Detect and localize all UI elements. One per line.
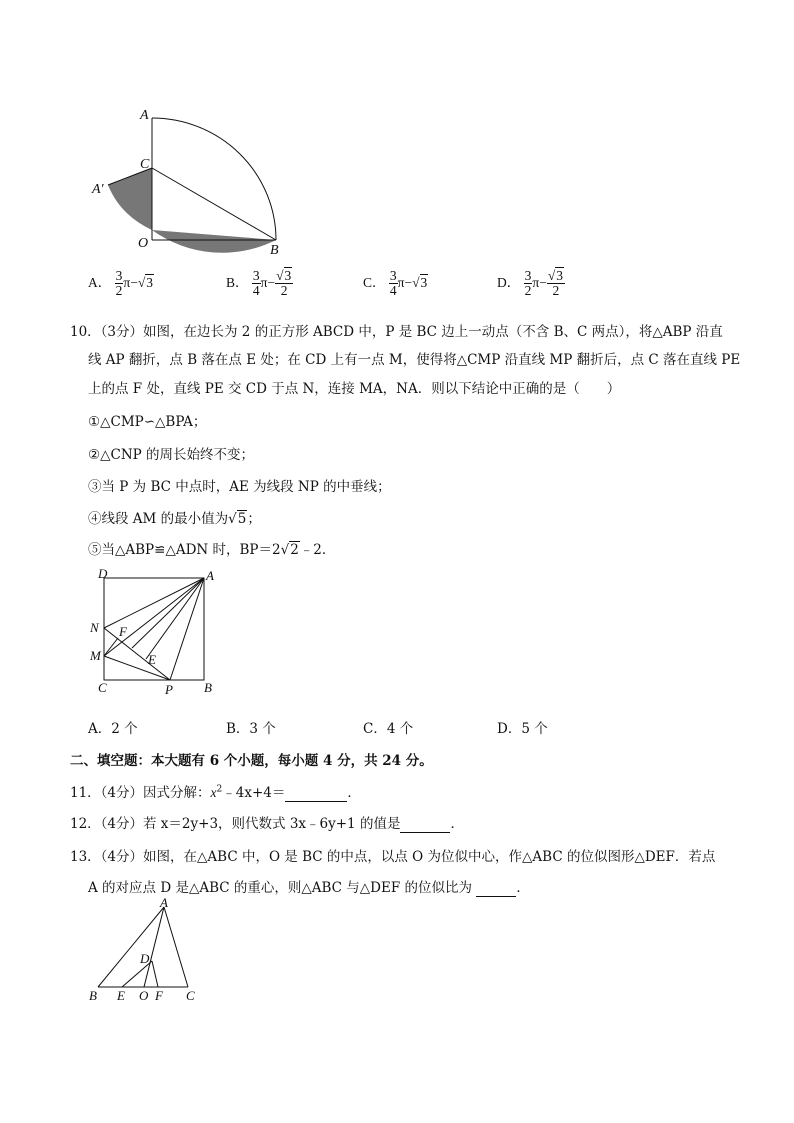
label-B: B: [204, 680, 212, 695]
label-D: D: [140, 951, 150, 966]
q10-statement-2: ②△CNP 的周长始终不变；: [88, 447, 255, 463]
q9-option-d[interactable]: D． $\frac{3}{2}$ π− $\frac{√3}{2}$: [497, 268, 563, 299]
q12-answer-blank[interactable]: [400, 816, 450, 833]
label-O: O: [138, 236, 149, 251]
label-E: E: [148, 652, 156, 667]
label-D: D: [98, 566, 108, 581]
q10-statement-3: ③当 P 为 BC 中点时，AE 为线段 NP 的中垂线；: [88, 479, 391, 495]
q13-line2: A 的对应点 D 是△ABC 的重心，则△ABC 与△DEF 的位似比为 ．: [88, 880, 530, 896]
label-M: M: [90, 648, 101, 663]
label-F: F: [119, 624, 127, 639]
q10-option-d[interactable]: D．5 个: [497, 721, 548, 737]
q10-statement-1: ①△CMP∽△BPA；: [88, 414, 207, 430]
label-A: A: [140, 108, 149, 123]
shaded-region-bottom: [152, 230, 276, 253]
label-F: F: [155, 988, 163, 1003]
q9-option-c[interactable]: C． $\frac{3}{4}$ π−√3: [363, 268, 428, 299]
q10-line1: 10．（3分）如图，在边长为 2 的正方形 ABCD 中，P 是 BC 边上一动点（不含 B、C 两点），将△ABP 沿直: [70, 324, 723, 340]
q9-figure: [80, 100, 300, 260]
label-A: A: [206, 568, 214, 583]
q10-option-a[interactable]: A．2 个: [88, 721, 138, 737]
q13-line1: 13．（4分）如图，在△ABC 中，O 是 BC 的中点，以点 O 为位似中心，作△ABC 的位似图形△DEF．若点: [70, 849, 716, 865]
q13-answer-blank[interactable]: [476, 880, 516, 897]
q10-line2: 线 AP 翻折，点 B 落在点 E 处；在 CD 上有一点 M，使得将△CMP 沿直线 MP 翻折后，点 C 落在直线 PE: [88, 352, 741, 368]
label-N: N: [90, 620, 99, 635]
label-C: C: [186, 988, 195, 1003]
q11-answer-blank[interactable]: [285, 785, 347, 802]
q10-figure: [86, 566, 226, 698]
label-E: E: [117, 988, 125, 1003]
label-P: P: [165, 682, 173, 697]
shaded-region-left: [108, 168, 152, 230]
q13-figure: [86, 897, 216, 1007]
label-B: B: [89, 988, 97, 1003]
q10-option-c[interactable]: C．4 个: [363, 721, 414, 737]
q10-option-b[interactable]: B．3 个: [226, 721, 276, 737]
label-C: C: [98, 680, 107, 695]
q11-line: 11．（4分）因式分解：$x^2﹣4x+4=$ ．: [70, 784, 361, 801]
section-heading: 二、填空题：本大题有 6 个小题，每小题 4 分，共 24 分。: [70, 753, 433, 769]
label-A-prime: A′: [92, 182, 104, 197]
label-B: B: [270, 243, 279, 258]
q10-statement-4: ④线段 AM 的最小值为√5；: [88, 511, 261, 527]
label-C: C: [140, 157, 150, 172]
q12-line: 12．（4分）若 x＝2y+3，则代数式 3x﹣6y+1 的值是 ．: [70, 816, 464, 832]
label-A: A: [160, 897, 168, 910]
q9-option-b[interactable]: B． $\frac{3}{4}$ π− $\frac{√3}{2}$: [226, 268, 292, 299]
label-O: O: [139, 988, 149, 1003]
q10-line3: 上的点 F 处，直线 PE 交 CD 于点 N，连接 MA，NA．则以下结论中正确的是（ ）: [88, 381, 621, 397]
q9-option-a[interactable]: A． $\frac{3}{2}$ π−√3: [88, 268, 153, 299]
q10-statement-5: ⑤当△ABP≌△ADN 时，BP＝2√2﹣2．: [88, 542, 336, 558]
